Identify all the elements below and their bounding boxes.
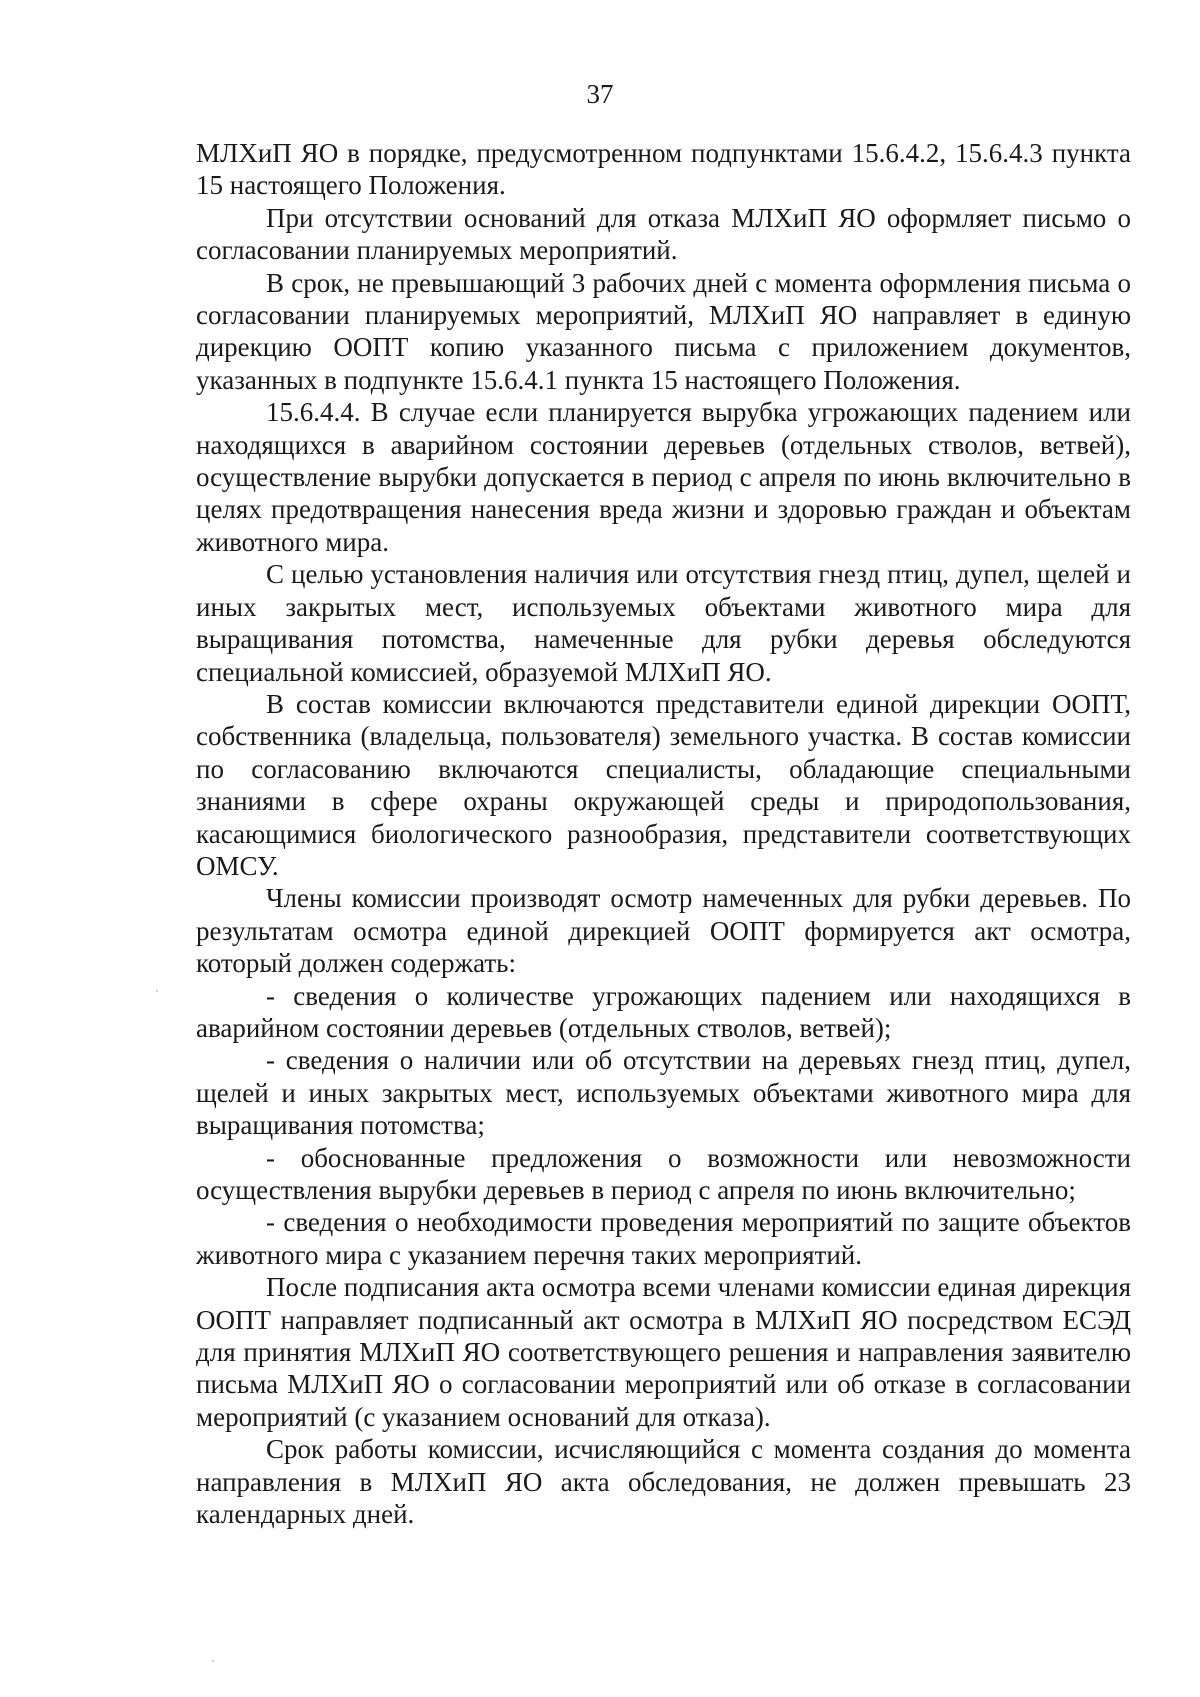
page-number: 37: [586, 79, 614, 109]
paragraph-no-grounds-approval: При отсутствии оснований для отказа МЛХиП ЯО оформляет письмо о согласовании планируемых мероприятий.: [196, 202, 1131, 266]
scan-speck: [156, 990, 158, 992]
paragraph-act-submission: После подписания акта осмотра всеми членами комиссии единая дирекция ООПТ направляет подписанный акт осмотра в МЛХиП ЯО посредством ЕСЭД для принятия МЛХиП ЯО соответствующего решения и направления заявителю письма МЛХиП ЯО о согласовании мероприятий или об отказе в согласовании мероприятий (с указанием оснований для отказа).: [196, 1272, 1131, 1432]
list-item-justified-proposals: - обоснованные предложения о возможности или невозможности осуществления вырубки деревьев в период с апреля по июнь включительно;: [196, 1142, 1131, 1205]
paragraph-three-days-forwarding: В срок, не превышающий 3 рабочих дней с момента оформления письма о согласовании планируемых мероприятий, МЛХиП ЯО направляет в единую дирекцию ООПТ копию указанного письма с приложением документов, указанных в подпункте 15.6.4.1 пункта 15 настоящего Положения.: [196, 267, 1131, 395]
paragraph-clause-15-6-4-4: 15.6.4.4. В случае если планируется вырубка угрожающих падением или находящихся в аварийном состоянии деревьев (отдельных стволов, ветвей), осуществление вырубки допускается в период с апреля по июнь включительно в целях предотвращения нанесения вреда жизни и здоровью граждан и объектам животного мира.: [196, 397, 1131, 557]
paragraph-commission-composition: В состав комиссии включаются представители единой дирекции ООПТ, собственника (владельца, пользователя) земельного участка. В состав комиссии по согласованию включаются специалисты, обладающие специальными знаниями в сфере охраны окружающей среды и природопользования, касающимися биологического разнообразия, представители соответствующих ОМСУ.: [196, 688, 1131, 881]
document-body: [196, 137, 1131, 1530]
list-item-protection-measures: - сведения о необходимости проведения мероприятий по защите объектов животного мира с указанием перечня таких мероприятий.: [196, 1207, 1131, 1270]
list-item-tree-count: - сведения о количестве угрожающих падением или находящихся в аварийном состоянии деревьев (отдельных стволов, ветвей);: [196, 980, 1131, 1043]
paragraph-inspection-act: Члены комиссии производят осмотр намеченных для рубки деревьев. По результатам осмотра единой дирекцией ООПТ формируется акт осмотра, который должен содержать:: [196, 883, 1131, 979]
paragraph-continuation: МЛХиП ЯО в порядке, предусмотренном подпунктами 15.6.4.2, 15.6.4.3 пункта 15 настоящего Положения.: [196, 138, 1131, 201]
list-item-nests-presence: - сведения о наличии или об отсутствии на деревьях гнезд птиц, дупел, щелей и иных закрытых мест, используемых объектами животного мира для выращивания потомства;: [196, 1045, 1131, 1141]
scan-speck: [212, 1660, 214, 1662]
paragraph-special-commission: С целью установления наличия или отсутствия гнезд птиц, дупел, щелей и иных закрытых мест, используемых объектами животного мира для выращивания потомства, намеченные для рубки деревья обследуются специальной комиссией, образуемой МЛХиП ЯО.: [196, 559, 1131, 687]
paragraph-commission-term: Срок работы комиссии, исчисляющийся с момента создания до момента направления в МЛХиП ЯО акта обследования, не должен превышать 23 календарных дней.: [196, 1434, 1131, 1530]
